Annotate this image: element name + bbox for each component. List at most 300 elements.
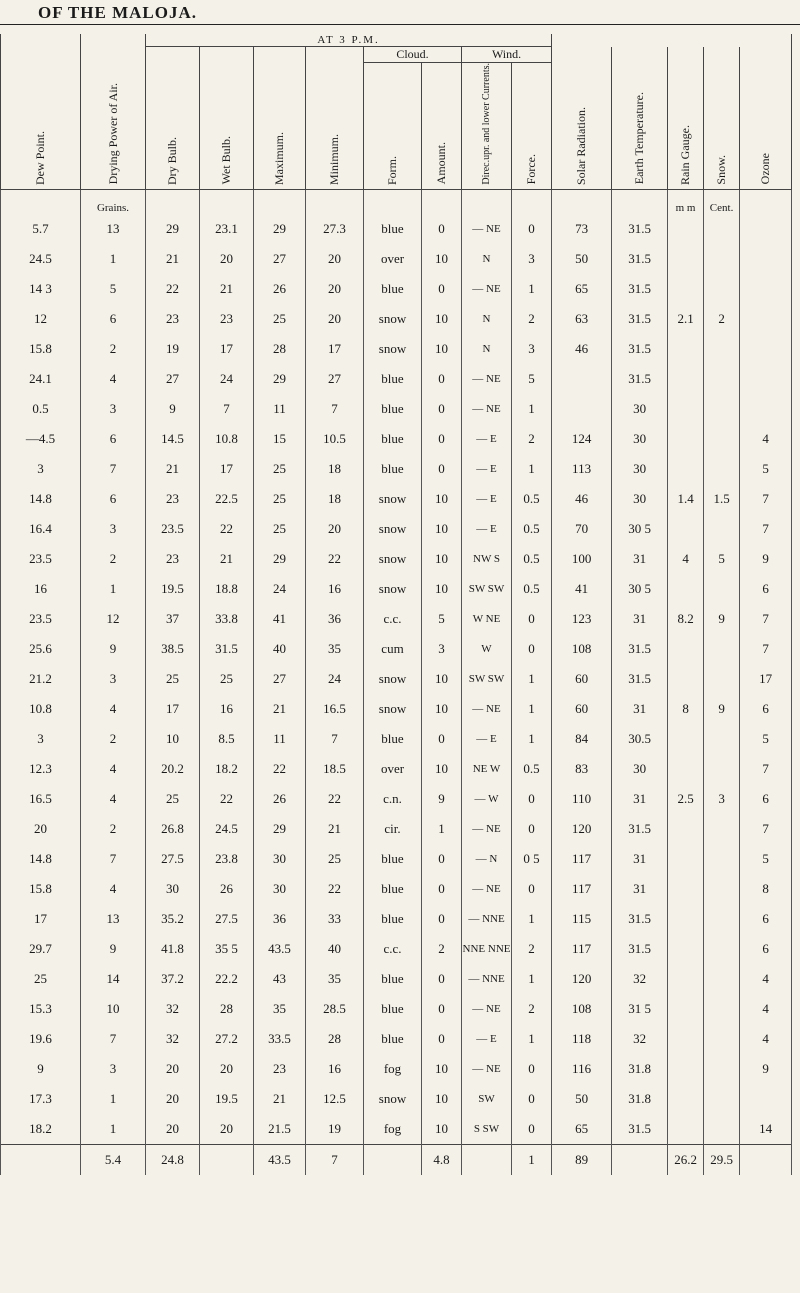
cell-earth-temperature: 31.5	[612, 634, 668, 664]
table-row	[1, 904, 792, 934]
cell-cloud-form: blue	[364, 364, 422, 394]
cell-wind-direction: — E	[462, 424, 512, 454]
cell-wind-force: 3	[512, 244, 552, 274]
cell-wet-bulb: 18.8	[200, 574, 254, 604]
table-row	[1, 874, 792, 904]
cell-minimum: 28	[306, 1024, 364, 1054]
cell-cloud-amount: 0	[422, 964, 462, 994]
cell-rain-gauge	[668, 574, 704, 604]
cell-rain-gauge	[668, 634, 704, 664]
cell-maximum: 21.5	[254, 1114, 306, 1145]
cell-cloud-amount: 10	[422, 754, 462, 784]
cell-wind-force: 0 5	[512, 844, 552, 874]
cell-dry-bulb: 38.5	[146, 634, 200, 664]
cell-dew-point: 16.4	[1, 514, 81, 544]
cell-cloud-form: blue	[364, 454, 422, 484]
col-maximum: Maximum.	[254, 63, 306, 190]
cell-drying-power: 4	[81, 874, 146, 904]
cell-cloud-amount: 10	[422, 334, 462, 364]
cell-drying-power: 7	[81, 1024, 146, 1054]
table-row	[1, 664, 792, 694]
cell-rain-gauge	[668, 454, 704, 484]
cell-maximum: 29	[254, 214, 306, 244]
col-snow: Snow.	[704, 63, 740, 190]
cell-cloud-amount: 10	[422, 664, 462, 694]
cell-minimum: 12.5	[306, 1084, 364, 1114]
cell-cloud-amount: 0	[422, 844, 462, 874]
cell-wind-force: 1	[512, 454, 552, 484]
cell-dew-point: 25	[1, 964, 81, 994]
cell-ozone: 7	[740, 634, 792, 664]
cell-dry-bulb: 27	[146, 364, 200, 394]
cell-earth-temperature: 30	[612, 454, 668, 484]
cell-wind-direction: — NE	[462, 694, 512, 724]
cell-dry-bulb: 25	[146, 664, 200, 694]
header-row-time	[1, 34, 792, 47]
cell-earth-temperature: 31 5	[612, 994, 668, 1024]
cell-ozone: 7	[740, 484, 792, 514]
cell-wind-force: 1	[512, 904, 552, 934]
cell-ozone	[740, 304, 792, 334]
cell-wet-bulb: 20	[200, 1054, 254, 1084]
cell-earth-temperature: 31.5	[612, 214, 668, 244]
cell-ozone: 4	[740, 1024, 792, 1054]
cell-dry-bulb: 19	[146, 334, 200, 364]
cell-dry-bulb: 32	[146, 1024, 200, 1054]
cell-cloud-amount: 0	[422, 874, 462, 904]
cell-drying-power: 13	[81, 904, 146, 934]
unit-drying-power: Grains.	[81, 189, 146, 214]
cell-ozone: 7	[740, 814, 792, 844]
cell-cloud-form: over	[364, 754, 422, 784]
cell-cloud-form: blue	[364, 424, 422, 454]
cell-cloud-form: snow	[364, 484, 422, 514]
cell-rain-gauge: 2.5	[668, 784, 704, 814]
cell-ozone: 4	[740, 994, 792, 1024]
cell-drying-power: 1	[81, 1084, 146, 1114]
cell-dry-bulb: 37.2	[146, 964, 200, 994]
cell-rain-gauge: 8.2	[668, 604, 704, 634]
cell-wet-bulb: 22.2	[200, 964, 254, 994]
cell-minimum: 22	[306, 544, 364, 574]
cell-wind-direction: — NE	[462, 274, 512, 304]
total-cloud-form	[364, 1144, 422, 1175]
cell-earth-temperature: 31	[612, 784, 668, 814]
cell-maximum: 11	[254, 394, 306, 424]
cell-snow	[704, 514, 740, 544]
cell-maximum: 24	[254, 574, 306, 604]
cell-dry-bulb: 19.5	[146, 574, 200, 604]
cell-wind-force: 1	[512, 664, 552, 694]
cell-cloud-form: blue	[364, 394, 422, 424]
cell-drying-power: 2	[81, 814, 146, 844]
page-title: OF THE MALOJA.	[38, 3, 197, 22]
cell-wind-direction: — NE	[462, 214, 512, 244]
cell-ozone: 5	[740, 844, 792, 874]
cell-dry-bulb: 22	[146, 274, 200, 304]
cell-wind-force: 0.5	[512, 544, 552, 574]
cell-maximum: 43	[254, 964, 306, 994]
cell-drying-power: 6	[81, 484, 146, 514]
cell-minimum: 33	[306, 904, 364, 934]
cell-earth-temperature: 31	[612, 694, 668, 724]
cell-wet-bulb: 35 5	[200, 934, 254, 964]
cell-dew-point: 15.3	[1, 994, 81, 1024]
cell-earth-temperature: 31.5	[612, 904, 668, 934]
cell-dew-point: 23.5	[1, 544, 81, 574]
col-wind-direction: Direc.upr. and lower Currents.	[462, 63, 512, 190]
cell-dew-point: 17.3	[1, 1084, 81, 1114]
cell-dry-bulb: 26.8	[146, 814, 200, 844]
cell-solar-radiation: 60	[552, 694, 612, 724]
cell-dry-bulb: 17	[146, 694, 200, 724]
cell-wind-direction: — E	[462, 454, 512, 484]
cell-wind-force: 0.5	[512, 754, 552, 784]
cell-minimum: 7	[306, 394, 364, 424]
cell-cloud-amount: 10	[422, 574, 462, 604]
cell-rain-gauge: 1.4	[668, 484, 704, 514]
cell-wind-direction: S SW	[462, 1114, 512, 1145]
cell-rain-gauge	[668, 394, 704, 424]
cell-wet-bulb: 7	[200, 394, 254, 424]
col-ozone: Ozone	[740, 63, 792, 190]
table-row	[1, 934, 792, 964]
cell-wet-bulb: 22.5	[200, 484, 254, 514]
cell-ozone: 7	[740, 604, 792, 634]
cell-drying-power: 1	[81, 574, 146, 604]
units-row	[1, 189, 792, 214]
cell-dew-point: 20	[1, 814, 81, 844]
cell-cloud-form: snow	[364, 574, 422, 604]
cell-drying-power: 1	[81, 1114, 146, 1145]
cell-solar-radiation: 60	[552, 664, 612, 694]
cell-ozone: 4	[740, 424, 792, 454]
cell-dew-point: 17	[1, 904, 81, 934]
cell-wind-force: 1	[512, 274, 552, 304]
cell-wet-bulb: 27.2	[200, 1024, 254, 1054]
cell-cloud-form: blue	[364, 904, 422, 934]
cell-solar-radiation: 73	[552, 214, 612, 244]
cell-cloud-amount: 0	[422, 394, 462, 424]
cell-solar-radiation	[552, 364, 612, 394]
cell-cloud-amount: 0	[422, 424, 462, 454]
table-row	[1, 1114, 792, 1145]
cell-dew-point: —4.5	[1, 424, 81, 454]
cell-wind-direction: SW	[462, 1084, 512, 1114]
cell-dew-point: 0.5	[1, 394, 81, 424]
cell-solar-radiation: 83	[552, 754, 612, 784]
cell-cloud-form: blue	[364, 964, 422, 994]
cell-earth-temperature: 30	[612, 484, 668, 514]
cell-minimum: 7	[306, 724, 364, 754]
cell-ozone	[740, 394, 792, 424]
cell-earth-temperature: 30	[612, 424, 668, 454]
cell-maximum: 40	[254, 634, 306, 664]
cell-minimum: 18	[306, 454, 364, 484]
cell-rain-gauge: 4	[668, 544, 704, 574]
total-rain-gauge: 26.2	[668, 1144, 704, 1175]
cell-dew-point: 15.8	[1, 874, 81, 904]
cell-snow	[704, 664, 740, 694]
cell-wind-direction: — NE	[462, 394, 512, 424]
cell-solar-radiation: 100	[552, 544, 612, 574]
cell-drying-power: 9	[81, 634, 146, 664]
cell-snow	[704, 1084, 740, 1114]
cell-wind-direction: SW SW	[462, 574, 512, 604]
wind-group-header: Wind.	[462, 47, 552, 63]
cell-maximum: 15	[254, 424, 306, 454]
cell-cloud-form: blue	[364, 874, 422, 904]
cell-wet-bulb: 23.1	[200, 214, 254, 244]
cell-cloud-form: blue	[364, 844, 422, 874]
total-wet-bulb	[200, 1144, 254, 1175]
cell-dry-bulb: 21	[146, 454, 200, 484]
cell-snow: 1.5	[704, 484, 740, 514]
cell-cloud-amount: 10	[422, 244, 462, 274]
cell-drying-power: 4	[81, 694, 146, 724]
cell-solar-radiation: 108	[552, 634, 612, 664]
cell-wet-bulb: 25	[200, 664, 254, 694]
header-row-groups	[1, 47, 792, 63]
cell-maximum: 33.5	[254, 1024, 306, 1054]
cell-minimum: 35	[306, 634, 364, 664]
cell-wet-bulb: 22	[200, 514, 254, 544]
total-drying-power: 5.4	[81, 1144, 146, 1175]
cell-rain-gauge	[668, 904, 704, 934]
cell-dry-bulb: 23	[146, 304, 200, 334]
col-dew-point: Dew Point.	[1, 63, 81, 190]
cell-wet-bulb: 23.8	[200, 844, 254, 874]
cell-dry-bulb: 10	[146, 724, 200, 754]
cell-cloud-amount: 10	[422, 484, 462, 514]
cell-dew-point: 24.1	[1, 364, 81, 394]
total-solar-radiation: 89	[552, 1144, 612, 1175]
cell-ozone: 6	[740, 904, 792, 934]
cell-cloud-amount: 10	[422, 1054, 462, 1084]
cell-maximum: 29	[254, 364, 306, 394]
time-header: AT 3 P.M.	[146, 34, 552, 47]
cell-wet-bulb: 10.8	[200, 424, 254, 454]
cell-snow: 9	[704, 694, 740, 724]
cell-snow: 5	[704, 544, 740, 574]
col-minimum: Minimum.	[306, 63, 364, 190]
total-dry-bulb: 24.8	[146, 1144, 200, 1175]
cell-ozone: 6	[740, 694, 792, 724]
cell-minimum: 27	[306, 364, 364, 394]
cell-earth-temperature: 31.5	[612, 274, 668, 304]
cell-drying-power: 13	[81, 214, 146, 244]
cell-maximum: 35	[254, 994, 306, 1024]
cell-cloud-amount: 10	[422, 694, 462, 724]
cell-snow	[704, 394, 740, 424]
cell-ozone: 7	[740, 754, 792, 784]
cell-dew-point: 29.7	[1, 934, 81, 964]
cell-minimum: 35	[306, 964, 364, 994]
cell-solar-radiation: 117	[552, 844, 612, 874]
cell-maximum: 43.5	[254, 934, 306, 964]
cell-cloud-amount: 10	[422, 544, 462, 574]
total-maximum: 43.5	[254, 1144, 306, 1175]
cell-cloud-form: fog	[364, 1114, 422, 1145]
cell-minimum: 16	[306, 1054, 364, 1084]
cell-earth-temperature: 31	[612, 874, 668, 904]
cell-wet-bulb: 17	[200, 334, 254, 364]
cell-cloud-amount: 0	[422, 214, 462, 244]
total-ozone	[740, 1144, 792, 1175]
col-solar-radiation: Solar Radiation.	[552, 63, 612, 190]
cell-wind-force: 2	[512, 304, 552, 334]
cell-cloud-form: blue	[364, 214, 422, 244]
cell-snow	[704, 724, 740, 754]
cell-wind-direction: — E	[462, 1024, 512, 1054]
cell-wet-bulb: 22	[200, 784, 254, 814]
cell-cloud-amount: 1	[422, 814, 462, 844]
cell-minimum: 10.5	[306, 424, 364, 454]
cell-wind-direction: NE W	[462, 754, 512, 784]
cell-wet-bulb: 19.5	[200, 1084, 254, 1114]
table-row	[1, 274, 792, 304]
cell-rain-gauge	[668, 214, 704, 244]
cell-solar-radiation: 116	[552, 1054, 612, 1084]
table-row	[1, 1084, 792, 1114]
cell-minimum: 16.5	[306, 694, 364, 724]
cell-ozone: 14	[740, 1114, 792, 1145]
cell-earth-temperature: 30.5	[612, 724, 668, 754]
cell-wind-direction: — NNE	[462, 904, 512, 934]
cell-wind-force: 0	[512, 1114, 552, 1145]
cell-wind-direction: NNE NNE	[462, 934, 512, 964]
cell-rain-gauge	[668, 994, 704, 1024]
table-row	[1, 844, 792, 874]
cell-solar-radiation: 41	[552, 574, 612, 604]
cell-maximum: 26	[254, 784, 306, 814]
cell-solar-radiation: 70	[552, 514, 612, 544]
table-row	[1, 394, 792, 424]
table-row	[1, 604, 792, 634]
cell-snow	[704, 874, 740, 904]
cell-solar-radiation: 118	[552, 1024, 612, 1054]
cell-earth-temperature: 31	[612, 544, 668, 574]
cell-drying-power: 4	[81, 364, 146, 394]
cell-maximum: 27	[254, 664, 306, 694]
cell-wind-force: 2	[512, 424, 552, 454]
cell-minimum: 20	[306, 304, 364, 334]
col-rain-gauge: Rain Gauge.	[668, 63, 704, 190]
table-row	[1, 544, 792, 574]
cell-earth-temperature: 31.5	[612, 304, 668, 334]
cell-minimum: 17	[306, 334, 364, 364]
table-row	[1, 814, 792, 844]
table-row	[1, 304, 792, 334]
cell-maximum: 36	[254, 904, 306, 934]
cell-maximum: 21	[254, 694, 306, 724]
cell-drying-power: 12	[81, 604, 146, 634]
cell-rain-gauge	[668, 1114, 704, 1145]
cell-cloud-form: c.c.	[364, 604, 422, 634]
table-row	[1, 634, 792, 664]
cell-drying-power: 1	[81, 244, 146, 274]
cell-drying-power: 7	[81, 454, 146, 484]
cell-dew-point: 12.3	[1, 754, 81, 784]
cell-wet-bulb: 28	[200, 994, 254, 1024]
cell-ozone: 7	[740, 514, 792, 544]
cell-cloud-form: cum	[364, 634, 422, 664]
cell-minimum: 20	[306, 514, 364, 544]
cell-rain-gauge	[668, 1084, 704, 1114]
cell-wet-bulb: 8.5	[200, 724, 254, 754]
cell-solar-radiation: 124	[552, 424, 612, 454]
cell-dew-point: 18.2	[1, 1114, 81, 1145]
cell-solar-radiation: 117	[552, 934, 612, 964]
unit-snow: Cent.	[704, 189, 740, 214]
cell-wind-direction: W NE	[462, 604, 512, 634]
cell-snow	[704, 424, 740, 454]
cell-maximum: 11	[254, 724, 306, 754]
cell-rain-gauge	[668, 244, 704, 274]
cell-rain-gauge	[668, 1054, 704, 1084]
cell-ozone: 8	[740, 874, 792, 904]
cell-dry-bulb: 14.5	[146, 424, 200, 454]
cell-maximum: 41	[254, 604, 306, 634]
cell-maximum: 30	[254, 844, 306, 874]
cell-drying-power: 3	[81, 394, 146, 424]
cell-minimum: 18.5	[306, 754, 364, 784]
table-row	[1, 364, 792, 394]
table-row	[1, 484, 792, 514]
cell-ozone	[740, 334, 792, 364]
cell-dew-point: 16.5	[1, 784, 81, 814]
cell-cloud-form: snow	[364, 304, 422, 334]
cell-dry-bulb: 30	[146, 874, 200, 904]
cell-wind-direction: — NE	[462, 1054, 512, 1084]
cell-dry-bulb: 20.2	[146, 754, 200, 784]
cell-snow	[704, 964, 740, 994]
cell-dry-bulb: 27.5	[146, 844, 200, 874]
table-row	[1, 424, 792, 454]
cell-earth-temperature: 31	[612, 604, 668, 634]
cell-maximum: 29	[254, 544, 306, 574]
cell-minimum: 25	[306, 844, 364, 874]
cell-solar-radiation: 65	[552, 274, 612, 304]
cell-wind-force: 0	[512, 1084, 552, 1114]
col-wind-force: Force.	[512, 63, 552, 190]
cell-wind-force: 0.5	[512, 484, 552, 514]
cell-rain-gauge	[668, 844, 704, 874]
cell-snow	[704, 904, 740, 934]
cell-minimum: 19	[306, 1114, 364, 1145]
cell-earth-temperature: 32	[612, 1024, 668, 1054]
cell-maximum: 25	[254, 454, 306, 484]
cell-cloud-amount: 10	[422, 1114, 462, 1145]
cell-wind-direction: N	[462, 244, 512, 274]
cell-wind-direction: SW SW	[462, 664, 512, 694]
cell-rain-gauge	[668, 934, 704, 964]
cell-snow	[704, 214, 740, 244]
cell-cloud-amount: 9	[422, 784, 462, 814]
cell-cloud-form: snow	[364, 694, 422, 724]
cell-solar-radiation: 46	[552, 334, 612, 364]
cell-drying-power: 4	[81, 784, 146, 814]
cell-rain-gauge	[668, 964, 704, 994]
cell-dew-point: 19.6	[1, 1024, 81, 1054]
cell-ozone: 6	[740, 934, 792, 964]
cell-wind-force: 0	[512, 604, 552, 634]
cell-solar-radiation: 65	[552, 1114, 612, 1145]
cell-dew-point: 14 3	[1, 274, 81, 304]
cell-ozone: 5	[740, 724, 792, 754]
cell-cloud-amount: 3	[422, 634, 462, 664]
cell-dry-bulb: 20	[146, 1054, 200, 1084]
